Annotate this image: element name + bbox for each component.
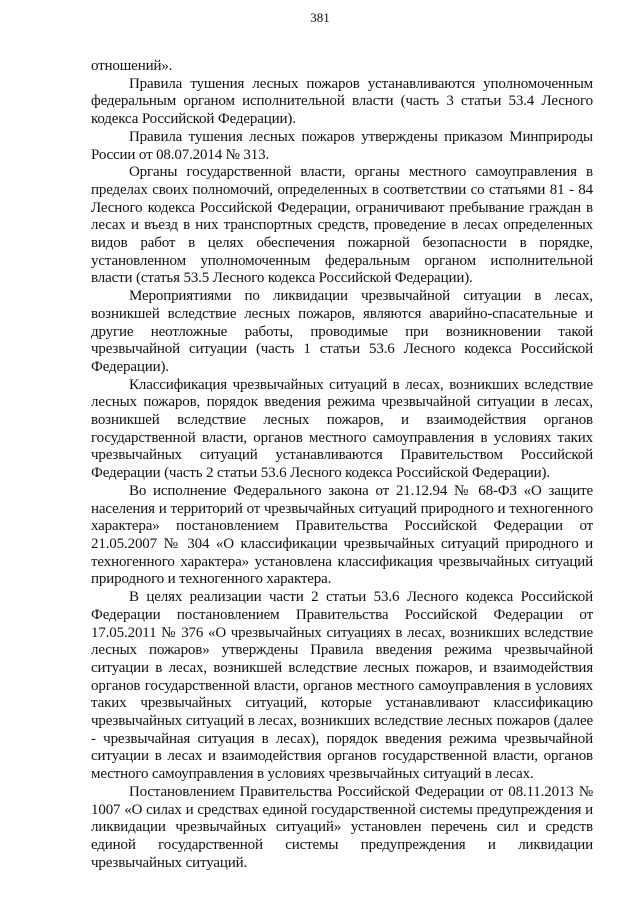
page-number: 381 <box>310 10 330 25</box>
paragraph: В целях реализации части 2 статьи 53.6 Лесного кодекса Российской Федерации постановлением Правительства Российской Федерации от 17.05.2011 № 376 «О чрезвычайных ситуациях в лесах, возникших вследствие лесных пожаров» утверждены Правила введения режима чрезвычайной ситуации в лесах, возникшей вследствие лесных пожаров, и взаимодействия органов государственной власти, органов местного самоуправления в условиях таких чрезвычайных ситуаций, которые устанавливают классификацию чрезвычайных ситуаций в лесах, возникших вследствие лесных пожаров (далее - чрезвычайная ситуация в лесах), порядок введения режима чрезвычайной ситуации в лесах и взаимодействия органов государственной власти, органов местного самоуправления в условиях чрезвычайных ситуаций в лесах. <box>91 589 593 783</box>
paragraph: Правила тушения лесных пожаров устанавливаются уполномоченным федеральным органом исполнительной власти (часть 3 статьи 53.4 Лесного кодекса Российской Федерации). <box>91 75 593 128</box>
document-body <box>91 58 593 872</box>
paragraph: Мероприятиями по ликвидации чрезвычайной ситуации в лесах, возникшей вследствие лесных пожаров, являются аварийно-спасательные и другие неотложные работы, проводимые при возникновении такой чрезвычайной ситуации (часть 1 статьи 53.6 Лесного кодекса Российской Федерации). <box>91 288 593 375</box>
paragraph: Во исполнение Федерального закона от 21.12.94 № 68-ФЗ «О защите населения и территорий от чрезвычайных ситуаций природного и техногенного характера» постановлением Правительства Российской Федерации от 21.05.2007 № 304 «О классификации чрезвычайных ситуаций природного и техногенного характера» установлена классификация чрезвычайных ситуаций природного и техногенного характера. <box>91 482 593 588</box>
paragraph: Классификация чрезвычайных ситуаций в лесах, возникших вследствие лесных пожаров, порядок введения режима чрезвычайной ситуации в лесах, возникшей вследствие лесных пожаров, и взаимодействия органов государственной власти, органов местного самоуправления в условиях таких чрезвычайных ситуаций устанавливаются Правительством Российской Федерации (часть 2 статьи 53.6 Лесного кодекса Российской Федерации). <box>91 376 593 482</box>
paragraph-continuation: отношений». <box>91 58 173 74</box>
paragraph: Постановлением Правительства Российской Федерации от 08.11.2013 № 1007 «О силах и средствах единой государственной системы предупреждения и ликвидации чрезвычайных ситуаций» установлен перечень сил и средств единой государственной системы предупреждения и ликвидации чрезвычайных ситуаций. <box>91 783 593 871</box>
paragraph: Органы государственной власти, органы местного самоуправления в пределах своих полномочий, определенных в соответствии со статьями 81 - 84 Лесного кодекса Российской Федерации, ограничивают пребывание граждан в лесах и въезд в них транспортных средств, проведение в лесах определенных видов работ в целях обеспечения пожарной безопасности в порядке, установленном уполномоченным федеральным органом исполнительной власти (статья 53.5 Лесного кодекса Российской Федерации). <box>91 164 593 287</box>
paragraph: Правила тушения лесных пожаров утверждены приказом Минприроды России от 08.07.2014 № 313. <box>91 128 593 163</box>
